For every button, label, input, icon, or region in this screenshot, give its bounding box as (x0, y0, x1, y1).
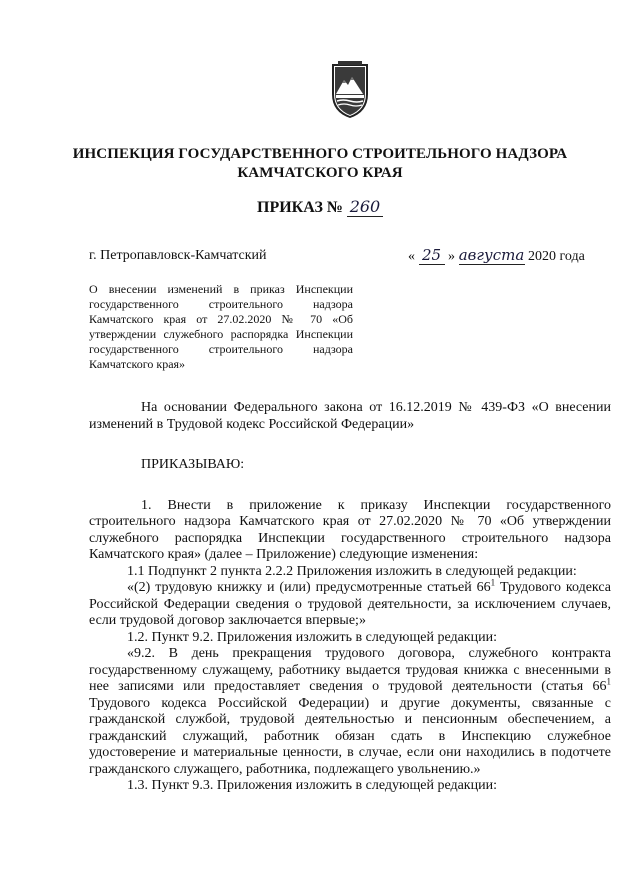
order-body (89, 400, 611, 795)
basis-paragraph: На основании Федерального закона от 16.12.2019 № 439-ФЗ «О внесении изменений в Трудовой кодекс Российской Федерации» (89, 400, 611, 432)
order-date (408, 246, 585, 265)
organization-name (0, 145, 640, 183)
date-close-quote: » (448, 249, 455, 264)
quote-1-start: «(2) трудовую книжку и (или) предусмотренные статьей 66 (127, 580, 491, 595)
quote-2-end: Трудового кодекса Российской Федерации) и другие документы, связанные с гражданской службой, трудовой деятельностью и пенсионным обеспечением, а гражданский служащий, работник обязан сдать в Инспекцию служебное удостоверение и материальные ценности, в случае, если они находились в подотчете гражданского служащего, работника, подлежащего увольнению.» (89, 695, 611, 777)
date-day: 25 (419, 246, 445, 265)
order-title (0, 197, 640, 217)
coat-of-arms-emblem (330, 60, 370, 120)
order-label: ПРИКАЗ № (257, 199, 343, 216)
quote-1-superscript: 1 (490, 577, 496, 588)
order-number: 260 (347, 197, 383, 217)
order-subject: О внесении изменений в приказ Инспекции государственного строительного надзора Камчатского края от 27.02.2020 № 70 «Об утверждении служебного распорядка Инспекции государственного строительного надзора Камчатского края» (89, 282, 353, 371)
date-open-quote: « (408, 249, 415, 264)
organization-name-line2: КАМЧАТСКОГО КРАЯ (237, 165, 403, 181)
date-year: 2020 года (528, 249, 585, 264)
paragraph-1-3: 1.3. Пункт 9.3. Приложения изложить в следующей редакции: (127, 778, 497, 793)
quote-2 (89, 646, 611, 778)
order-word: ПРИКАЗЫВАЮ: (141, 457, 245, 472)
city: г. Петропавловск-Камчатский (89, 248, 267, 263)
organization-name-line1: ИНСПЕКЦИЯ ГОСУДАРСТВЕННОГО СТРОИТЕЛЬНОГО НАДЗОРА (72, 146, 568, 162)
quote-1-end: Трудового кодекса Российской Федерации сведения о трудовой деятельности, за исключением случаев, если трудовой договор заключается впервые;» (89, 580, 611, 628)
paragraph-1-2: 1.2. Пункт 9.2. Приложения изложить в следующей редакции: (127, 629, 497, 645)
quote-2-start: «9.2. В день прекращения трудового договора, служебного контракта государственному служащему, работнику выдается трудовая книжка с внесенными в нее записями или предоставляет сведения о трудовой деятельности (статья 66 (89, 646, 611, 694)
date-month: августа (458, 246, 525, 264)
quote-1 (89, 577, 611, 630)
paragraph-1-1: 1.1 Подпункт 2 пункта 2.2.2 Приложения изложить в следующей редакции: (127, 563, 577, 579)
quote-2-superscript: 1 (606, 676, 611, 687)
paragraph-1: 1. Внести в приложение к приказу Инспекции государственного строительного надзора Камчатского края от 27.02.2020 № 70 «Об утверждении служебного распорядка Инспекции государственного строительного надзора Камчатского края» (далее – Приложение) следующие изменения: (89, 497, 611, 562)
